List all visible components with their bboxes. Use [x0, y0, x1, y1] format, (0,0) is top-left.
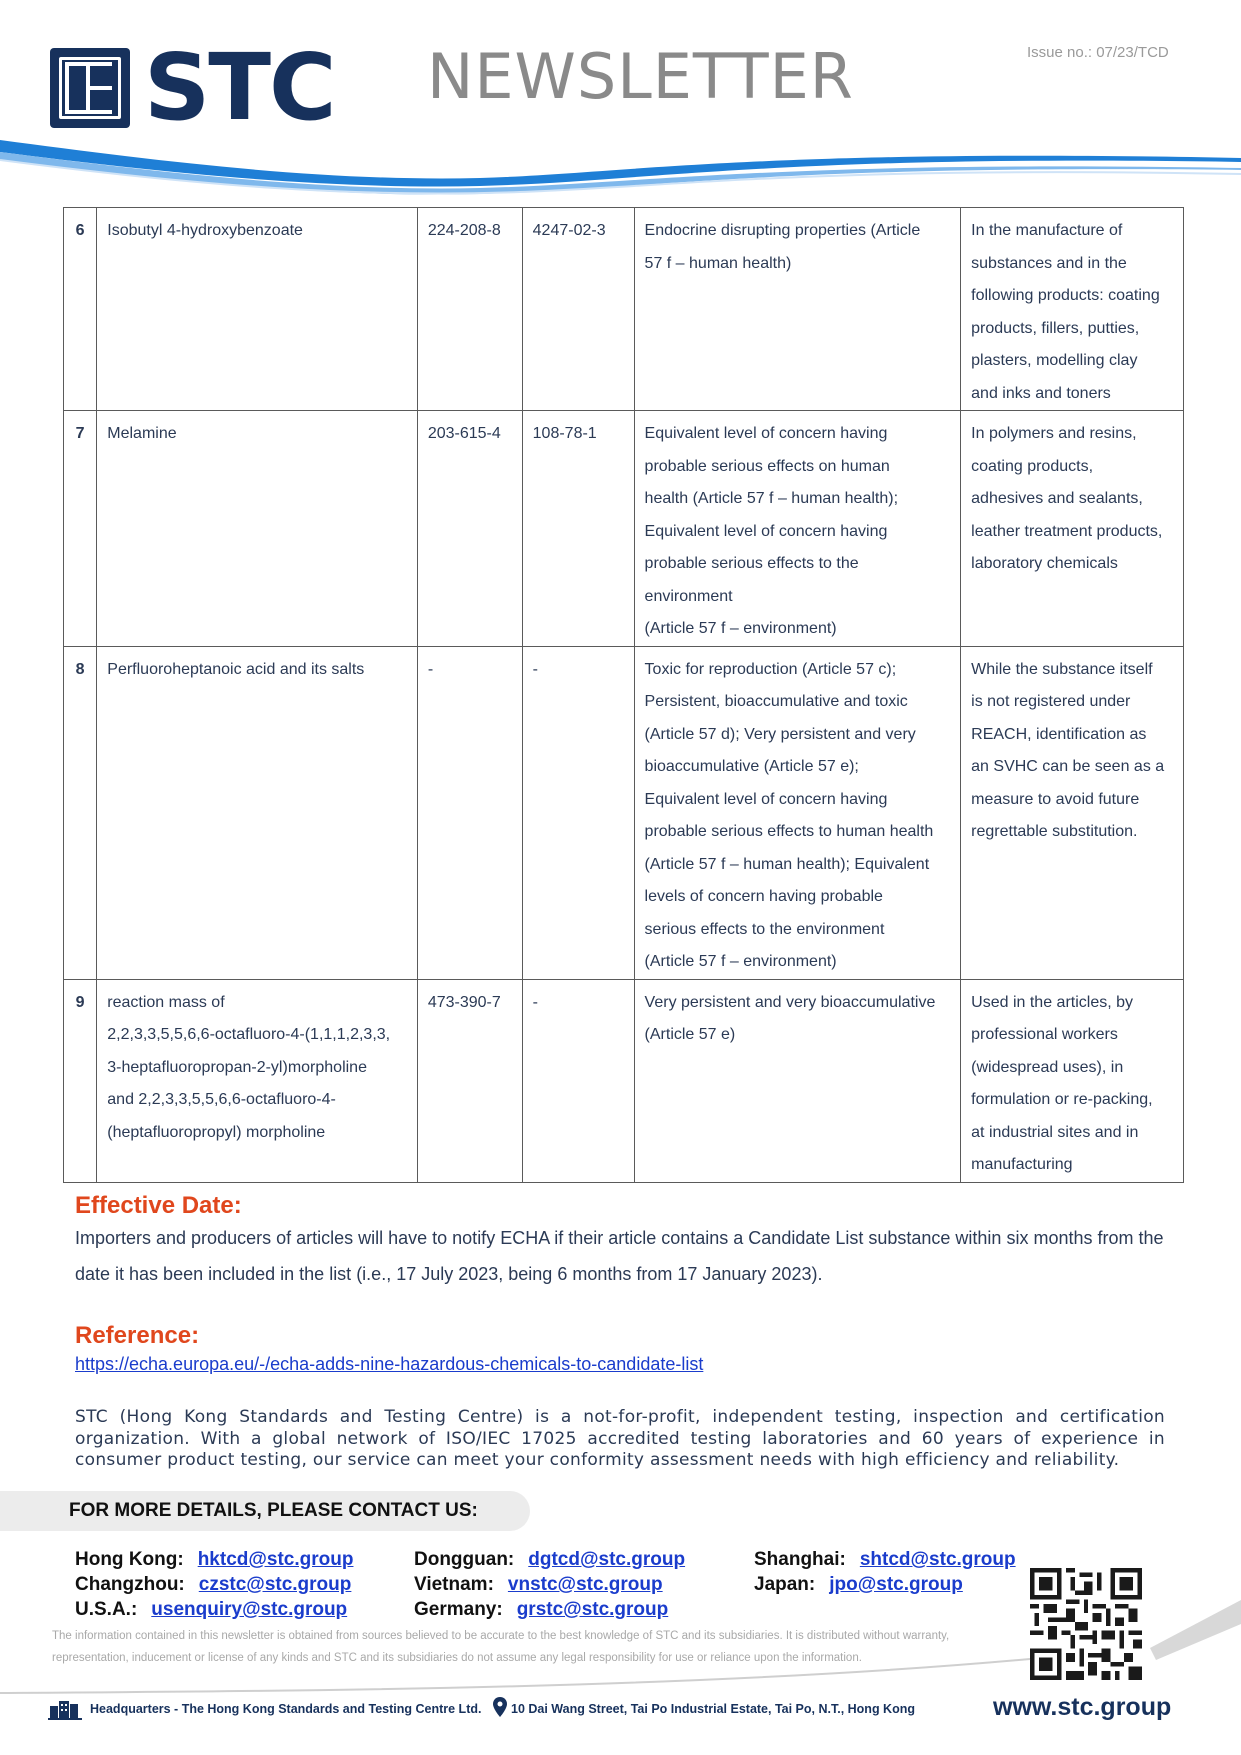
example-uses: While the substance itself is not registered under REACH, identification as an SVHC can be seen as a measure to avoid future regrettable substitution. — [961, 646, 1184, 979]
contact-email-link[interactable]: dgtcd@stc.group — [528, 1549, 686, 1570]
contact-hong-kong — [75, 1549, 353, 1571]
contact-email-link[interactable]: shtcd@stc.group — [859, 1549, 1016, 1570]
issue-number: Issue no.: 07/23/TCD — [1027, 44, 1169, 61]
effective-date-text: Importers and producers of articles will have to notify ECHA if their article contains a Candidate List substance within six months from the date it has been included in the list (i.e., 17 July 2023, being 6 months from 17 January 2023). — [75, 1228, 1164, 1284]
contact-vietnam — [414, 1574, 663, 1596]
footer-swoosh — [0, 1655, 1241, 1695]
contact-label: U.S.A.: — [75, 1599, 138, 1620]
substance-name: Melamine — [97, 411, 418, 647]
example-uses: Used in the articles, by professional workers (widespread uses), in formulation or re-packing, at industrial sites and in manufacturing — [961, 979, 1184, 1182]
contact-email-link[interactable]: usenquiry@stc.group — [151, 1599, 348, 1620]
contact-label: Changzhou: — [75, 1574, 185, 1595]
cas-number: - — [522, 646, 634, 979]
cas-number: - — [522, 979, 634, 1182]
contact-title: FOR MORE DETAILS, PLEASE CONTACT US: — [69, 1500, 478, 1521]
row-number: 6 — [64, 208, 97, 411]
ec-number: 203-615-4 — [417, 411, 522, 647]
table-row — [64, 646, 1184, 979]
contact-email-link[interactable]: czstc@stc.group — [198, 1574, 352, 1595]
row-number: 9 — [64, 979, 97, 1182]
stc-logo-icon — [50, 48, 130, 128]
about-stc-text: STC (Hong Kong Standards and Testing Centre) is a not-for-profit, independent testing, inspection and certification organization. With a global network of ISO/IEC 17025 accredited testing laboratories and 60 years of experience in consumer product testing, our service can meet your conformity assessment needs with high efficiency and reliability. — [75, 1407, 1165, 1470]
ec-number: 473-390-7 — [417, 979, 522, 1182]
reference-heading: Reference: — [75, 1322, 200, 1349]
address-text: 10 Dai Wang Street, Tai Po Industrial Estate, Tai Po, N.T., Hong Kong — [511, 1702, 915, 1716]
contact-japan — [754, 1574, 963, 1596]
contact-usa — [75, 1599, 347, 1621]
inclusion-reason: Toxic for reproduction (Article 57 c); Persistent, bioaccumulative and toxic (Article 57 d); Very persistent and very bioaccumulative (Article 57 e); Equivalent level of concern having probable serious effects to human health (Article 57 f – human health); Equivalent levels of concern having probable serious effects to the environment (Article 57 f – environment) — [634, 646, 961, 979]
contact-dongguan — [414, 1549, 685, 1571]
substance-name: reaction mass of 2,2,3,3,5,5,6,6-octafluoro-4-(1,1,1,2,3,3, 3-heptafluoropropan-2-yl)morpholine and 2,2,3,3,5,5,6,6-octafluoro-4- (heptafluoropropyl) morpholine — [97, 979, 418, 1182]
substance-name: Isobutyl 4-hydroxybenzoate — [97, 208, 418, 411]
substance-name: Perfluoroheptanoic acid and its salts — [97, 646, 418, 979]
contact-label: Shanghai: — [754, 1549, 846, 1570]
substance-table — [63, 207, 1184, 1183]
inclusion-reason: Endocrine disrupting properties (Article 57 f – human health) — [634, 208, 961, 411]
decorative-wedge — [1150, 1600, 1241, 1660]
contact-email-link[interactable]: vnstc@stc.group — [507, 1574, 663, 1595]
contact-germany — [414, 1599, 668, 1621]
header-swoosh — [0, 140, 1241, 200]
effective-date-heading: Effective Date: — [75, 1192, 242, 1219]
cas-number: 108-78-1 — [522, 411, 634, 647]
inclusion-reason: Very persistent and very bioaccumulative (Article 57 e) — [634, 979, 961, 1182]
contact-email-link[interactable]: hktcd@stc.group — [197, 1549, 354, 1570]
table-row — [64, 979, 1184, 1182]
ec-number: 224-208-8 — [417, 208, 522, 411]
stc-logo — [50, 34, 335, 141]
newsletter-title: NEWSLETTER — [427, 40, 854, 113]
contact-label: Germany: — [414, 1599, 503, 1620]
table-row — [64, 208, 1184, 411]
contact-email-link[interactable]: jpo@stc.group — [829, 1574, 963, 1595]
contact-email-link[interactable]: grstc@stc.group — [516, 1599, 669, 1620]
example-uses: In polymers and resins, coating products, adhesives and sealants, leather treatment products, laboratory chemicals — [961, 411, 1184, 647]
building-icon — [48, 1698, 84, 1720]
row-number: 8 — [64, 646, 97, 979]
contact-changzhou — [75, 1574, 351, 1596]
contact-label: Japan: — [754, 1574, 816, 1595]
inclusion-reason: Equivalent level of concern having probable serious effects on human health (Article 57 f – human health); Equivalent level of concern having probable serious effects to the environment (Article 57 f – environment) — [634, 411, 961, 647]
contact-label: Dongguan: — [414, 1549, 515, 1570]
disclaimer-text: The information contained in this newsletter is obtained from sources believed to be accurate to the best knowledge of STC and its subsidiaries. It is distributed without warranty, representation, inducement or license of any kinds and STC and its subsidiaries do not assume any legal responsibility for use or reliance upon the information. — [52, 1630, 950, 1664]
website-link[interactable]: www.stc.group — [993, 1693, 1172, 1721]
table-row — [64, 411, 1184, 647]
row-number: 7 — [64, 411, 97, 647]
example-uses: In the manufacture of substances and in the following products: coating products, fillers, putties, plasters, modelling clay and inks and toners — [961, 208, 1184, 411]
logo-text: STC — [144, 34, 335, 141]
reference-link[interactable]: https://echa.europa.eu/-/echa-adds-nine-hazardous-chemicals-to-candidate-list — [75, 1354, 704, 1374]
headquarters-text: Headquarters - The Hong Kong Standards and Testing Centre Ltd. — [90, 1702, 482, 1716]
cas-number: 4247-02-3 — [522, 208, 634, 411]
contact-shanghai — [754, 1549, 1016, 1571]
contact-label: Vietnam: — [414, 1574, 494, 1595]
contact-label: Hong Kong: — [75, 1549, 184, 1570]
ec-number: - — [417, 646, 522, 979]
map-pin-icon — [493, 1697, 507, 1717]
